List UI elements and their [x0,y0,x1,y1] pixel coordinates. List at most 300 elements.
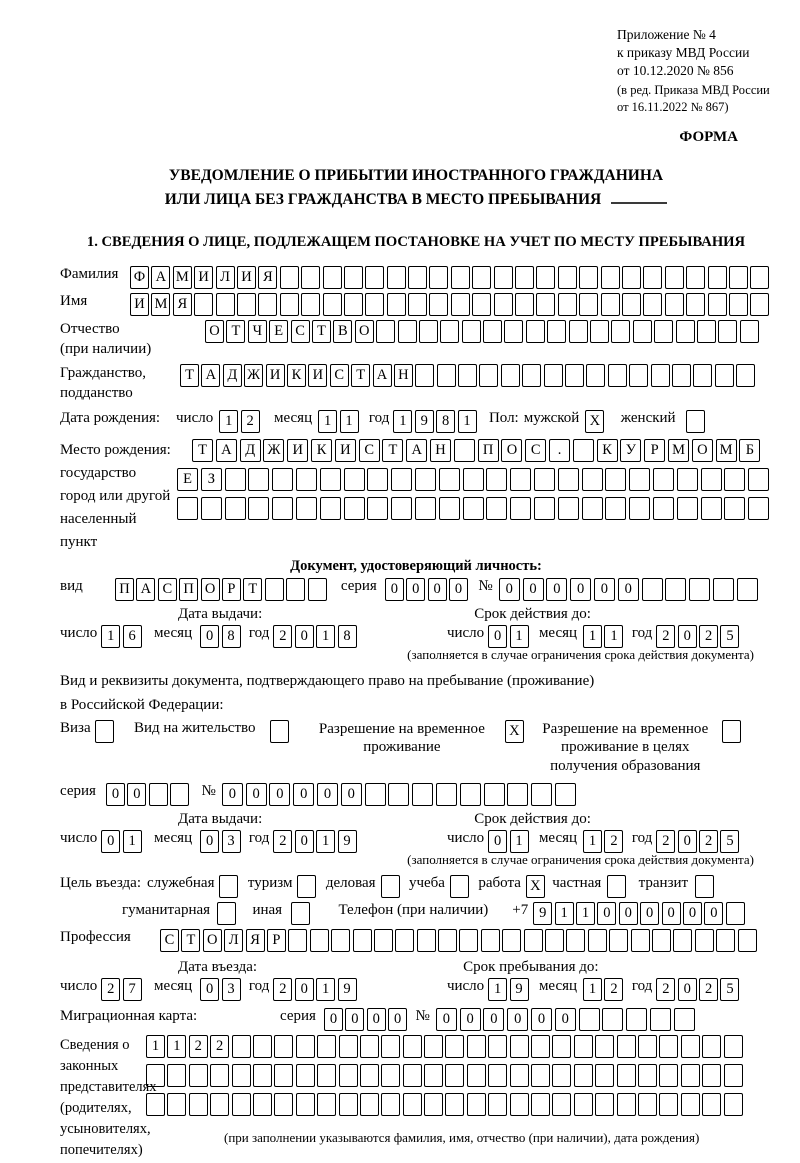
char-cell[interactable]: 3 [222,978,241,1001]
char-cell[interactable] [504,320,523,343]
char-cell[interactable] [424,1064,443,1087]
char-cell[interactable] [272,468,293,491]
char-cell[interactable] [708,266,727,289]
char-cell[interactable] [582,468,603,491]
char-cell[interactable] [301,266,320,289]
char-cell[interactable] [391,468,412,491]
char-cell[interactable] [552,1064,571,1087]
char-cell[interactable]: М [716,439,737,462]
char-cell[interactable] [451,293,470,316]
char-cell[interactable] [536,293,555,316]
char-cell[interactable]: 0 [555,1008,576,1031]
char-cell[interactable] [638,1064,657,1087]
char-cell[interactable] [296,1093,315,1116]
char-cell[interactable] [467,1035,486,1058]
char-cell[interactable] [217,902,236,925]
char-cell[interactable] [617,1035,636,1058]
char-cell[interactable] [381,1064,400,1087]
char-cell[interactable] [750,266,769,289]
char-cell[interactable] [376,320,395,343]
char-cell[interactable] [320,497,341,520]
char-cell[interactable] [317,1064,336,1087]
char-cell[interactable]: 0 [683,902,702,925]
char-cell[interactable] [555,783,576,806]
char-cell[interactable]: Т [312,320,331,343]
char-cell[interactable]: Я [173,293,192,316]
char-cell[interactable] [429,293,448,316]
char-cell[interactable]: 0 [269,783,290,806]
char-cell[interactable]: И [130,293,149,316]
char-cell[interactable] [629,497,650,520]
char-cell[interactable]: 0 [449,578,468,601]
char-cell[interactable]: 1 [583,830,602,853]
char-cell[interactable]: 0 [662,902,681,925]
char-cell[interactable] [573,439,594,462]
char-cell[interactable]: М [668,439,689,462]
char-cell[interactable] [677,468,698,491]
char-cell[interactable] [310,929,329,952]
char-cell[interactable]: У [620,439,641,462]
char-cell[interactable] [611,320,630,343]
char-cell[interactable] [686,410,705,433]
char-cell[interactable]: 0 [246,783,267,806]
char-cell[interactable]: 0 [341,783,362,806]
char-cell[interactable] [381,1035,400,1058]
char-cell[interactable] [531,1035,550,1058]
char-cell[interactable] [219,875,238,898]
char-cell[interactable]: X [505,720,524,743]
char-cell[interactable]: Д [223,364,242,387]
char-cell[interactable] [479,364,498,387]
char-cell[interactable] [387,266,406,289]
char-cell[interactable]: С [291,320,310,343]
char-cell[interactable] [344,497,365,520]
char-cell[interactable] [280,266,299,289]
char-cell[interactable]: Т [180,364,199,387]
char-cell[interactable] [565,364,584,387]
char-cell[interactable] [686,266,705,289]
char-cell[interactable] [344,468,365,491]
char-cell[interactable] [695,875,714,898]
char-cell[interactable] [574,1064,593,1087]
char-cell[interactable] [686,293,705,316]
char-cell[interactable] [408,293,427,316]
char-cell[interactable] [558,266,577,289]
char-cell[interactable] [344,266,363,289]
char-cell[interactable] [450,875,469,898]
char-cell[interactable]: 1 [510,830,529,853]
char-cell[interactable]: 0 [523,578,544,601]
char-cell[interactable]: А [373,364,392,387]
char-cell[interactable] [458,364,477,387]
char-cell[interactable]: О [205,320,224,343]
char-cell[interactable] [602,1008,623,1031]
char-cell[interactable] [438,929,457,952]
char-cell[interactable]: Р [267,929,286,952]
char-cell[interactable]: Т [243,578,262,601]
char-cell[interactable] [189,1064,208,1087]
char-cell[interactable] [531,783,552,806]
char-cell[interactable] [488,1035,507,1058]
char-cell[interactable] [272,497,293,520]
char-cell[interactable] [736,364,755,387]
char-cell[interactable] [579,293,598,316]
char-cell[interactable] [574,1093,593,1116]
char-cell[interactable] [729,266,748,289]
char-cell[interactable] [149,783,168,806]
char-cell[interactable]: 0 [678,978,697,1001]
char-cell[interactable] [651,364,670,387]
char-cell[interactable] [502,929,521,952]
char-cell[interactable] [665,578,686,601]
char-cell[interactable]: X [585,410,604,433]
char-cell[interactable] [510,1064,529,1087]
char-cell[interactable] [381,875,400,898]
char-cell[interactable] [617,1093,636,1116]
char-cell[interactable] [467,1064,486,1087]
char-cell[interactable] [724,1093,743,1116]
char-cell[interactable] [317,1093,336,1116]
char-cell[interactable]: О [355,320,374,343]
char-cell[interactable] [146,1093,165,1116]
char-cell[interactable] [463,468,484,491]
char-cell[interactable] [437,364,456,387]
char-cell[interactable]: Д [240,439,261,462]
char-cell[interactable] [545,929,564,952]
char-cell[interactable] [569,320,588,343]
char-cell[interactable] [595,1035,614,1058]
char-cell[interactable] [486,468,507,491]
char-cell[interactable]: 2 [273,625,292,648]
char-cell[interactable]: 1 [123,830,142,853]
char-cell[interactable] [481,929,500,952]
char-cell[interactable] [609,929,628,952]
char-cell[interactable]: 2 [241,410,260,433]
char-cell[interactable]: О [203,929,222,952]
char-cell[interactable] [617,1064,636,1087]
char-cell[interactable] [225,497,246,520]
char-cell[interactable] [653,468,674,491]
char-cell[interactable]: К [311,439,332,462]
char-cell[interactable]: Р [222,578,241,601]
char-cell[interactable] [681,1064,700,1087]
char-cell[interactable]: 2 [699,978,718,1001]
char-cell[interactable]: 5 [720,830,739,853]
char-cell[interactable] [360,1093,379,1116]
char-cell[interactable] [643,293,662,316]
char-cell[interactable]: 0 [428,578,447,601]
char-cell[interactable] [374,929,393,952]
char-cell[interactable] [677,497,698,520]
char-cell[interactable] [507,783,528,806]
char-cell[interactable]: 0 [640,902,659,925]
char-cell[interactable]: 2 [189,1035,208,1058]
char-cell[interactable]: 0 [324,1008,343,1031]
char-cell[interactable] [605,497,626,520]
char-cell[interactable] [296,1035,315,1058]
char-cell[interactable] [424,1093,443,1116]
char-cell[interactable] [724,1035,743,1058]
char-cell[interactable] [737,578,758,601]
char-cell[interactable] [654,320,673,343]
char-cell[interactable]: 0 [618,578,639,601]
char-cell[interactable] [296,1064,315,1087]
char-cell[interactable]: 0 [460,1008,481,1031]
char-cell[interactable] [201,497,222,520]
char-cell[interactable] [622,266,641,289]
char-cell[interactable]: А [201,364,220,387]
char-cell[interactable] [415,364,434,387]
char-cell[interactable] [547,320,566,343]
char-cell[interactable] [367,497,388,520]
char-cell[interactable] [643,266,662,289]
char-cell[interactable]: М [151,293,170,316]
char-cell[interactable] [716,929,735,952]
char-cell[interactable] [291,902,310,925]
char-cell[interactable] [724,1064,743,1087]
char-cell[interactable]: 3 [222,830,241,853]
char-cell[interactable]: 0 [222,783,243,806]
char-cell[interactable] [472,293,491,316]
char-cell[interactable] [484,783,505,806]
char-cell[interactable]: И [237,266,256,289]
char-cell[interactable]: 1 [316,830,335,853]
char-cell[interactable] [381,1093,400,1116]
char-cell[interactable]: Е [177,468,198,491]
char-cell[interactable]: 0 [295,978,314,1001]
char-cell[interactable]: 0 [704,902,723,925]
char-cell[interactable]: 2 [604,830,623,853]
char-cell[interactable]: 8 [338,625,357,648]
char-cell[interactable] [429,266,448,289]
char-cell[interactable] [339,1093,358,1116]
char-cell[interactable] [320,468,341,491]
char-cell[interactable] [403,1035,422,1058]
char-cell[interactable]: 1 [510,625,529,648]
char-cell[interactable] [531,1093,550,1116]
char-cell[interactable] [665,293,684,316]
char-cell[interactable]: 0 [388,1008,407,1031]
char-cell[interactable] [436,783,457,806]
char-cell[interactable] [353,929,372,952]
char-cell[interactable]: 2 [273,830,292,853]
char-cell[interactable] [398,320,417,343]
char-cell[interactable]: 2 [210,1035,229,1058]
char-cell[interactable]: 0 [488,625,507,648]
char-cell[interactable] [681,1093,700,1116]
char-cell[interactable]: К [287,364,306,387]
char-cell[interactable]: 0 [367,1008,386,1031]
char-cell[interactable] [605,468,626,491]
char-cell[interactable] [308,578,327,601]
char-cell[interactable] [323,266,342,289]
char-cell[interactable]: Л [224,929,243,952]
char-cell[interactable]: М [173,266,192,289]
char-cell[interactable] [216,293,235,316]
char-cell[interactable] [365,266,384,289]
char-cell[interactable]: . [549,439,570,462]
char-cell[interactable] [403,1093,422,1116]
char-cell[interactable] [501,364,520,387]
char-cell[interactable]: 0 [570,578,591,601]
char-cell[interactable]: 0 [483,1008,504,1031]
char-cell[interactable]: 2 [656,625,675,648]
char-cell[interactable]: П [478,439,499,462]
char-cell[interactable] [522,364,541,387]
char-cell[interactable] [323,293,342,316]
char-cell[interactable] [258,293,277,316]
char-cell[interactable] [701,497,722,520]
char-cell[interactable] [288,929,307,952]
char-cell[interactable]: С [359,439,380,462]
char-cell[interactable] [673,929,692,952]
char-cell[interactable] [365,293,384,316]
char-cell[interactable] [296,468,317,491]
char-cell[interactable] [415,468,436,491]
char-cell[interactable] [579,266,598,289]
char-cell[interactable]: 1 [393,410,412,433]
char-cell[interactable]: С [160,929,179,952]
char-cell[interactable] [738,929,757,952]
char-cell[interactable] [297,875,316,898]
char-cell[interactable] [274,1093,293,1116]
char-cell[interactable] [232,1035,251,1058]
char-cell[interactable] [582,497,603,520]
char-cell[interactable]: З [201,468,222,491]
char-cell[interactable]: П [179,578,198,601]
char-cell[interactable] [715,364,734,387]
char-cell[interactable]: Т [192,439,213,462]
char-cell[interactable]: 0 [597,902,616,925]
char-cell[interactable] [659,1035,678,1058]
char-cell[interactable] [702,1093,721,1116]
char-cell[interactable] [391,497,412,520]
char-cell[interactable]: 8 [222,625,241,648]
char-cell[interactable]: X [526,875,545,898]
char-cell[interactable] [488,1064,507,1087]
char-cell[interactable] [726,902,745,925]
char-cell[interactable] [536,266,555,289]
char-cell[interactable]: 0 [317,783,338,806]
char-cell[interactable] [595,1064,614,1087]
char-cell[interactable]: 5 [720,625,739,648]
char-cell[interactable] [601,293,620,316]
char-cell[interactable]: 1 [318,410,337,433]
char-cell[interactable] [494,293,513,316]
char-cell[interactable] [253,1035,272,1058]
char-cell[interactable]: 1 [458,410,477,433]
char-cell[interactable] [629,468,650,491]
char-cell[interactable] [440,320,459,343]
char-cell[interactable]: Б [739,439,760,462]
char-cell[interactable]: 7 [123,978,142,1001]
char-cell[interactable]: И [287,439,308,462]
char-cell[interactable] [177,497,198,520]
char-cell[interactable]: 2 [656,978,675,1001]
char-cell[interactable] [339,1035,358,1058]
char-cell[interactable]: К [597,439,618,462]
char-cell[interactable] [579,1008,600,1031]
char-cell[interactable] [515,293,534,316]
char-cell[interactable] [232,1093,251,1116]
char-cell[interactable]: 9 [510,978,529,1001]
char-cell[interactable] [524,929,543,952]
char-cell[interactable] [417,929,436,952]
char-cell[interactable] [467,1093,486,1116]
char-cell[interactable]: 1 [555,902,574,925]
char-cell[interactable] [445,1035,464,1058]
char-cell[interactable] [344,293,363,316]
char-cell[interactable] [454,439,475,462]
char-cell[interactable]: 1 [488,978,507,1001]
char-cell[interactable] [510,497,531,520]
char-cell[interactable]: 0 [295,625,314,648]
char-cell[interactable] [367,468,388,491]
char-cell[interactable] [483,320,502,343]
char-cell[interactable] [395,929,414,952]
char-cell[interactable] [724,468,745,491]
char-cell[interactable]: 0 [436,1008,457,1031]
char-cell[interactable]: 1 [316,978,335,1001]
char-cell[interactable]: С [158,578,177,601]
char-cell[interactable]: 0 [619,902,638,925]
char-cell[interactable] [225,468,246,491]
char-cell[interactable] [360,1035,379,1058]
char-cell[interactable] [693,364,712,387]
char-cell[interactable] [459,929,478,952]
char-cell[interactable] [472,266,491,289]
char-cell[interactable] [253,1093,272,1116]
char-cell[interactable]: 0 [499,578,520,601]
char-cell[interactable] [248,497,269,520]
char-cell[interactable] [748,497,769,520]
char-cell[interactable]: О [201,578,220,601]
char-cell[interactable] [702,1064,721,1087]
char-cell[interactable]: О [692,439,713,462]
char-cell[interactable]: 0 [345,1008,364,1031]
char-cell[interactable] [659,1093,678,1116]
char-cell[interactable]: Н [430,439,451,462]
char-cell[interactable] [702,1035,721,1058]
char-cell[interactable]: С [525,439,546,462]
char-cell[interactable]: А [406,439,427,462]
char-cell[interactable]: 0 [488,830,507,853]
char-cell[interactable]: 0 [293,783,314,806]
char-cell[interactable] [248,468,269,491]
char-cell[interactable] [713,578,734,601]
char-cell[interactable] [515,266,534,289]
char-cell[interactable]: 2 [273,978,292,1001]
char-cell[interactable] [301,293,320,316]
char-cell[interactable] [631,929,650,952]
char-cell[interactable] [408,266,427,289]
char-cell[interactable] [544,364,563,387]
char-cell[interactable] [265,578,284,601]
char-cell[interactable] [558,293,577,316]
char-cell[interactable] [595,1093,614,1116]
char-cell[interactable]: Н [394,364,413,387]
char-cell[interactable] [626,1008,647,1031]
char-cell[interactable]: Ж [244,364,263,387]
char-cell[interactable] [360,1064,379,1087]
char-cell[interactable] [146,1064,165,1087]
char-cell[interactable]: 1 [340,410,359,433]
char-cell[interactable]: В [333,320,352,343]
char-cell[interactable] [534,468,555,491]
char-cell[interactable] [672,364,691,387]
char-cell[interactable] [729,293,748,316]
char-cell[interactable]: 1 [583,978,602,1001]
